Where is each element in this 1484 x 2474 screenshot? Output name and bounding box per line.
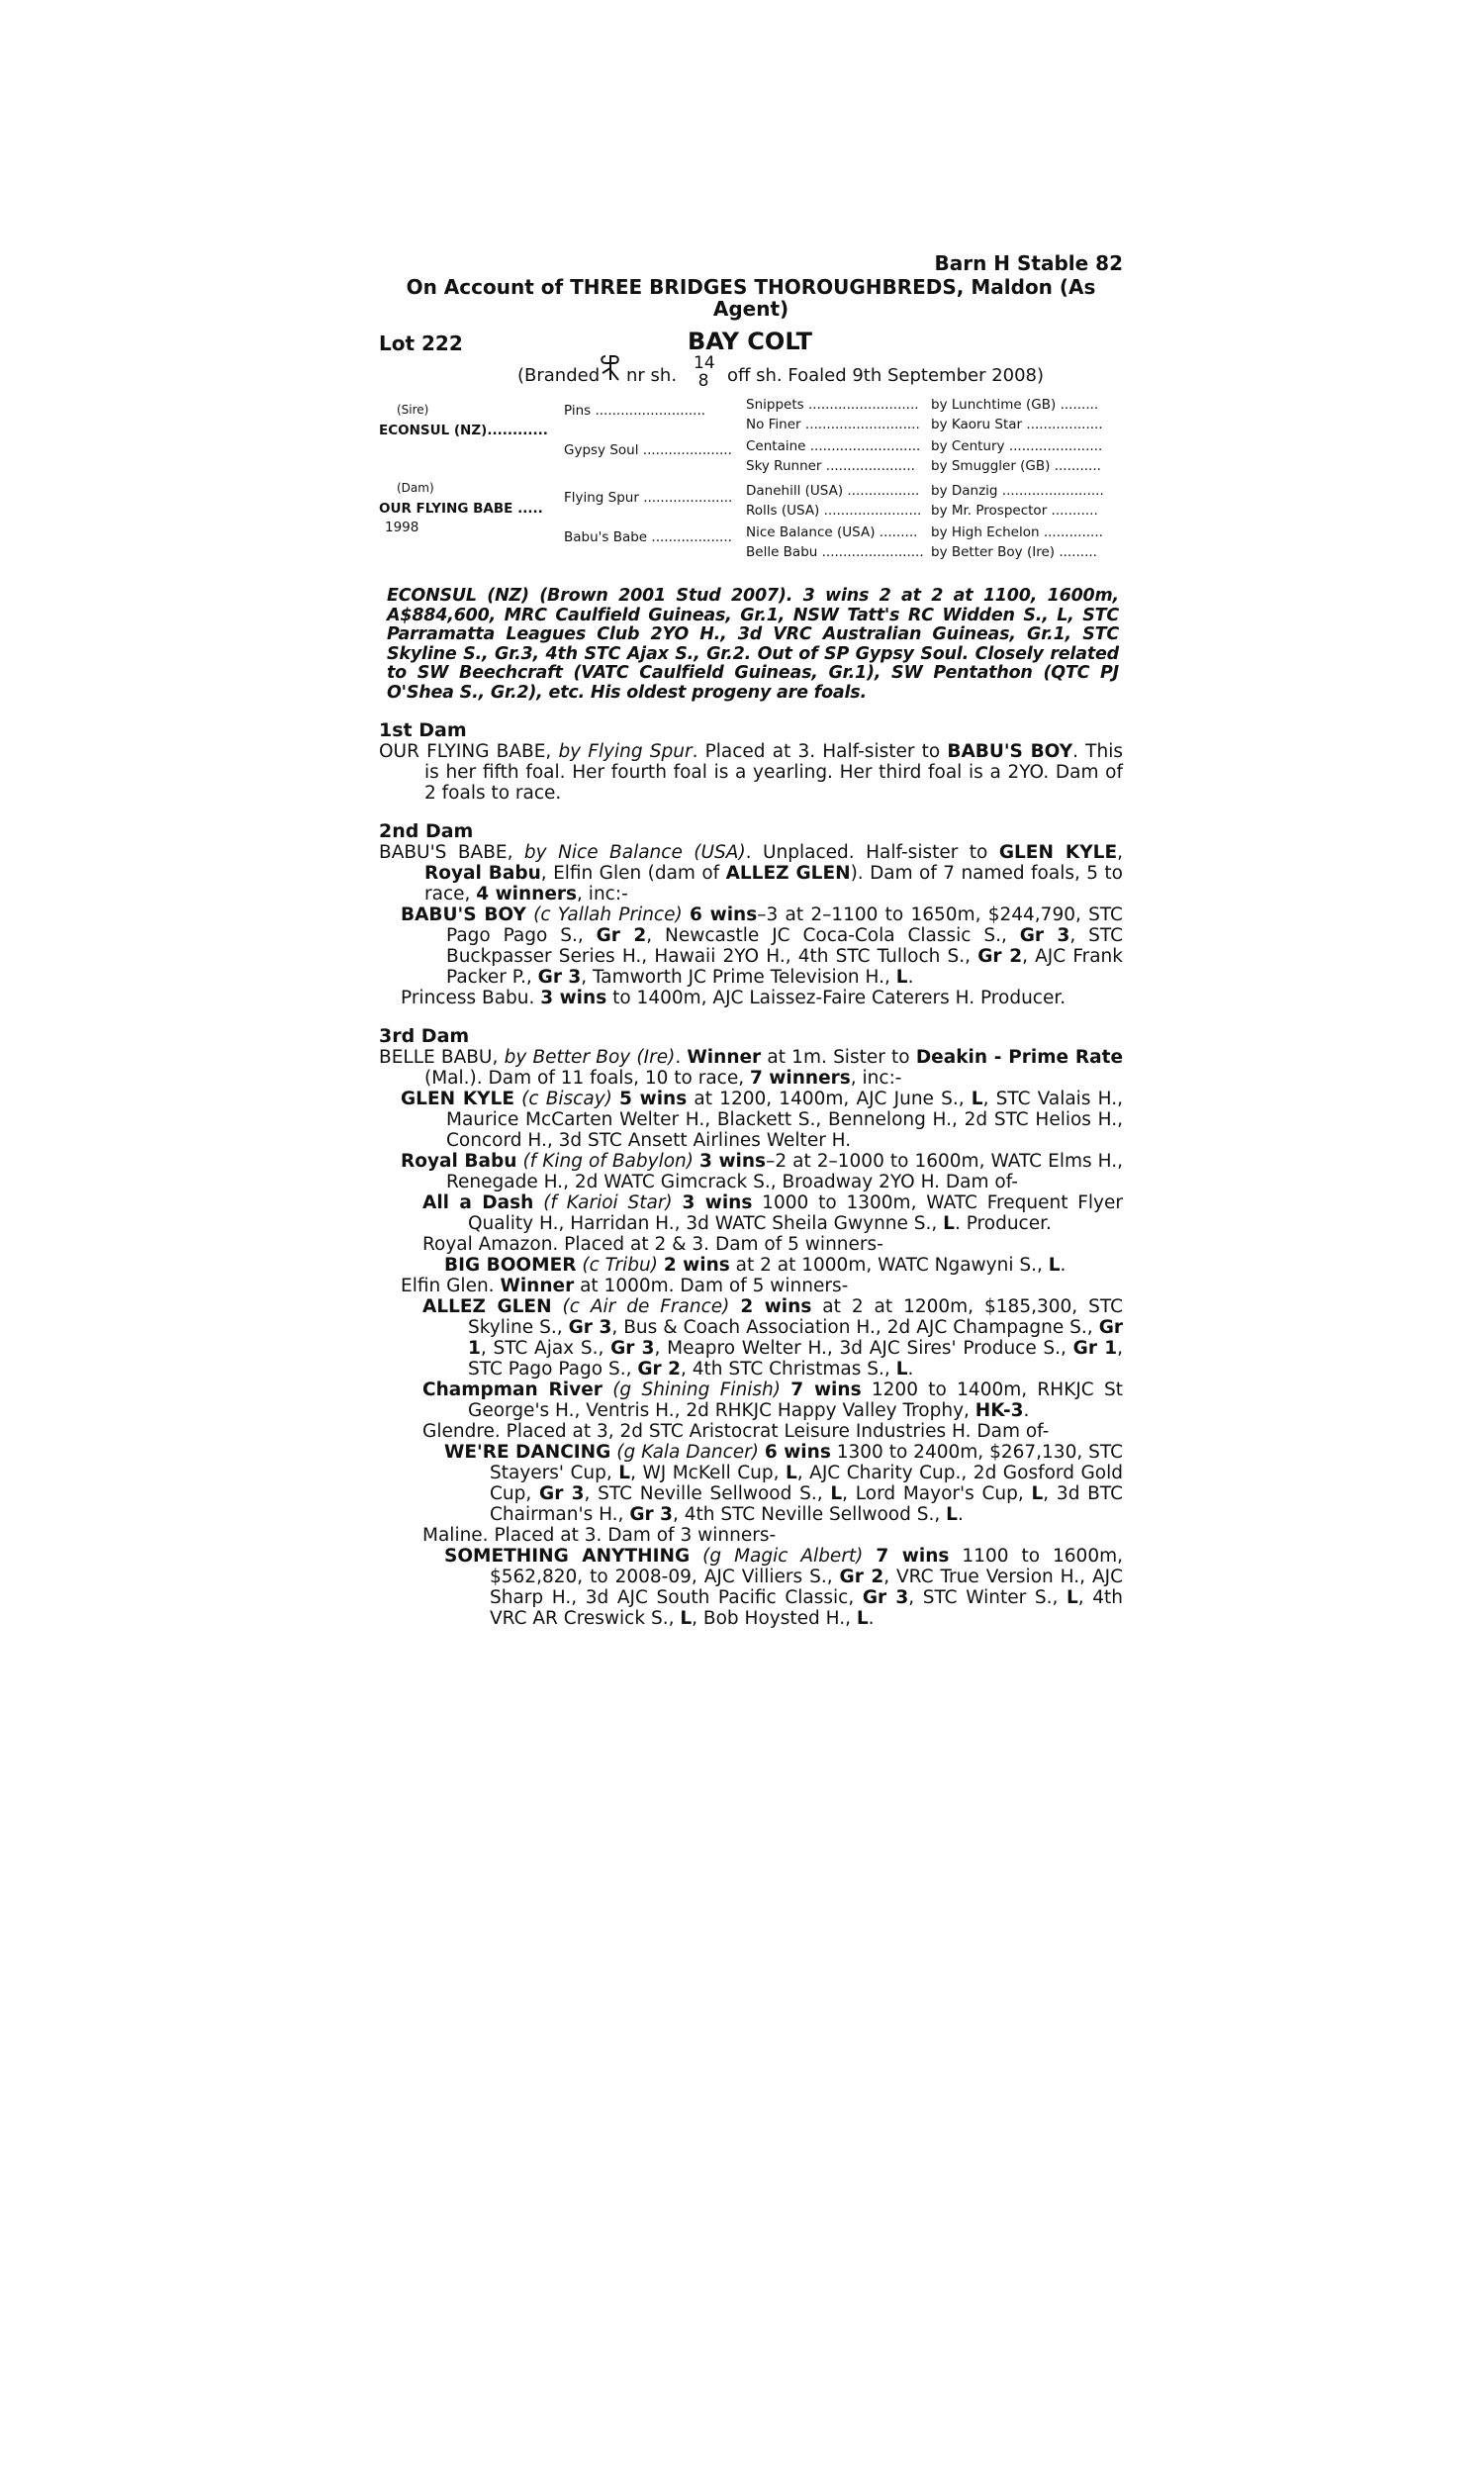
g3-item: by High Echelon .............. — [931, 524, 1103, 540]
g3-item: by Danzig ........................ — [931, 483, 1104, 499]
g1-pins: Pins .......................... — [564, 403, 706, 419]
g2-item: Sky Runner ..................... — [746, 458, 915, 474]
brand-line — [379, 353, 1123, 391]
sire-summary: ECONSUL (NZ) (Brown 2001 Stud 2007). 3 wins 2 at 2 at 1100, 1600m, A$884,600, MRC Caulfield Guineas, Gr.1, NSW Tatt's RC Widden S., L, STC Parramatta Leagues Club 2YO H., 3d VRC Australian Guineas, Gr.1, STC Skyline S., Gr.3, 4th STC Ajax S., Gr.2. Out of SP Gypsy Soul. Closely related to SW Beechcraft (VATC Caulfield Guineas, Gr.1), SW Pentathon (QTC PJ O'Shea S., Gr.2), etc. His oldest progeny are foals. — [387, 586, 1119, 703]
section-1st-dam: 1st Dam — [379, 719, 467, 741]
g2-item: Belle Babu ........................ — [746, 544, 924, 560]
section-2nd-dam: 2nd Dam — [379, 820, 474, 842]
pedigree-table — [379, 397, 1123, 579]
sire-name: ECONSUL (NZ)............ — [379, 423, 548, 438]
brand-mark-icon — [599, 353, 622, 383]
g2-item: Rolls (USA) ....................... — [746, 503, 922, 519]
first-dam-entry: OUR FLYING BABE, by Flying Spur. Placed at 3. Half-sister to BABU'S BOY. This is her fifth foal. Her fourth foal is a yearling. Her third foal is a 2YO. Dam of 2 foals to race. — [379, 741, 1123, 804]
second-dam-entry: BABU'S BABE, by Nice Balance (USA). Unplaced. Half-sister to GLEN KYLE, Royal Babu, Elfin Glen (dam of ALLEZ GLEN). Dam of 7 named foals, 5 to race, 4 winners, inc:- — [379, 842, 1123, 904]
fraction-denominator: 8 — [697, 371, 709, 391]
fraction-numerator: 14 — [694, 353, 715, 373]
g1-babus-babe: Babu's Babe ................... — [564, 529, 732, 545]
progeny-entry: Elfin Glen. Winner at 1000m. Dam of 5 winners- — [401, 1276, 849, 1296]
progeny-entry: GLEN KYLE (c Biscay) 5 wins at 1200, 1400m, AJC June S., L, STC Valais H., Maurice McCarten Welter H., Blackett S., Bennelong H., 2d STC Helios H., Concord H., 3d STC Ansett Airlines Welter H. — [401, 1089, 1123, 1151]
progeny-entry: Champman River (g Shining Finish) 7 wins 1200 to 1400m, RHKJC St George's H., Ventris H., 2d RHKJC Happy Valley Trophy, HK-3. — [422, 1380, 1124, 1421]
progeny-entry: Glendre. Placed at 3, 2d STC Aristocrat Leisure Industries H. Dam of- — [422, 1421, 1050, 1442]
g3-item: by Century ...................... — [931, 438, 1103, 454]
brand-fraction — [694, 354, 713, 390]
progeny-entry: WE'RE DANCING (g Kala Dancer) 6 wins 1300 to 2400m, $267,130, STC Stayers' Cup, L, WJ McKell Cup, L, AJC Charity Cup., 2d Gosford Gold Cup, Gr 3, STC Neville Sellwood S., L, Lord Mayor's Cup, L, 3d BTC Chairman's H., Gr 3, 4th STC Neville Sellwood S., L. — [444, 1442, 1123, 1525]
third-dam-entry: BELLE BABU, by Better Boy (Ire). Winner at 1m. Sister to Deakin - Prime Rate (Mal.). Dam of 11 foals, 10 to race, 7 winners, inc:- — [379, 1047, 1123, 1089]
g2-item: Centaine .......................... — [746, 438, 921, 454]
g2-item: No Finer ........................... — [746, 417, 920, 432]
dam-name: OUR FLYING BABE ..... — [379, 501, 543, 517]
dam-foal-year: 1998 — [385, 520, 419, 535]
g2-item: Danehill (USA) ................. — [746, 483, 920, 499]
g3-item: by Lunchtime (GB) ......... — [931, 397, 1099, 413]
g1-flying-spur: Flying Spur ..................... — [564, 490, 733, 506]
catalogue-page — [379, 252, 1123, 1629]
progeny-entry: ALLEZ GLEN (c Air de France) 2 wins at 2 at 1200m, $185,300, STC Skyline S., Gr 3, Bus & Coach Association H., 2d AJC Champagne S., Gr 1, STC Ajax S., Gr 3, Meapro Welter H., 3d AJC Sires' Produce S., Gr 1, STC Pago Pago S., Gr 2, 4th STC Christmas S., L. — [422, 1296, 1123, 1380]
progeny-entry: BIG BOOMER (c Tribu) 2 wins at 2 at 1000m, WATC Ngawyni S., L. — [444, 1255, 1067, 1276]
brand-post: off sh. Foaled 9th September 2008) — [727, 365, 1045, 386]
sire-tag: (Sire) — [397, 403, 429, 417]
progeny-entry: BABU'S BOY (c Yallah Prince) 6 wins–3 at 2–1100 to 1650m, $244,790, STC Pago Pago S., Gr 2, Newcastle JC Coca-Cola Classic S., Gr 3, STC Buckpasser Series H., Hawaii 2YO H., 4th STC Tulloch S., Gr 2, AJC Frank Packer P., Gr 3, Tamworth JC Prime Television H., L. — [401, 904, 1124, 988]
lot-number: Lot 222 — [379, 332, 463, 355]
barn-stable: Barn H Stable 82 — [934, 251, 1123, 275]
progeny-entry: SOMETHING ANYTHING (g Magic Albert) 7 wins 1100 to 1600m, $562,820, to 2008-09, AJC Villiers S., Gr 2, VRC True Version H., AJC Sharp H., 3d AJC South Pacific Classic, Gr 3, STC Winter S., L, 4th VRC AR Creswick S., L, Bob Hoysted H., L. — [444, 1546, 1124, 1629]
lot-line — [379, 328, 1123, 357]
progeny-entry: Maline. Placed at 3. Dam of 3 winners- — [422, 1525, 777, 1546]
progeny-entry: All a Dash (f Karioi Star) 3 wins 1000 to 1300m, WATC Frequent Flyer Quality H., Harridan H., 3d WATC Sheila Gwynne S., L. Producer. — [422, 1192, 1123, 1234]
g2-item: Nice Balance (USA) ......... — [746, 524, 918, 540]
section-3rd-dam: 3rd Dam — [379, 1025, 470, 1047]
g3-item: by Smuggler (GB) ........... — [931, 458, 1101, 474]
g3-item: by Mr. Prospector ........... — [931, 503, 1098, 519]
horse-description: BAY COLT — [688, 328, 813, 355]
dam-tag: (Dam) — [397, 481, 434, 495]
g2-item: Snippets .......................... — [746, 397, 919, 413]
progeny-entry: Royal Babu (f King of Babylon) 3 wins–2 at 2–1000 to 1600m, WATC Elms H., Renegade H., 2d WATC Gimcrack S., Broadway 2YO H. Dam of- — [401, 1151, 1123, 1192]
g1-gypsy-soul: Gypsy Soul ..................... — [564, 442, 732, 458]
brand-pre: (Branded — [517, 365, 601, 386]
g3-item: by Kaoru Star .................. — [931, 417, 1103, 432]
vendor-account: On Account of THREE BRIDGES THOROUGHBREDS, Maldon (As Agent) — [406, 275, 1096, 321]
g3-item: by Better Boy (Ire) ......... — [931, 544, 1097, 560]
brand-mid: nr sh. — [626, 365, 678, 386]
progeny-entry: Princess Babu. 3 wins to 1400m, AJC Laissez-Faire Caterers H. Producer. — [401, 988, 1067, 1008]
progeny-entry: Royal Amazon. Placed at 2 & 3. Dam of 5 winners- — [422, 1234, 883, 1255]
